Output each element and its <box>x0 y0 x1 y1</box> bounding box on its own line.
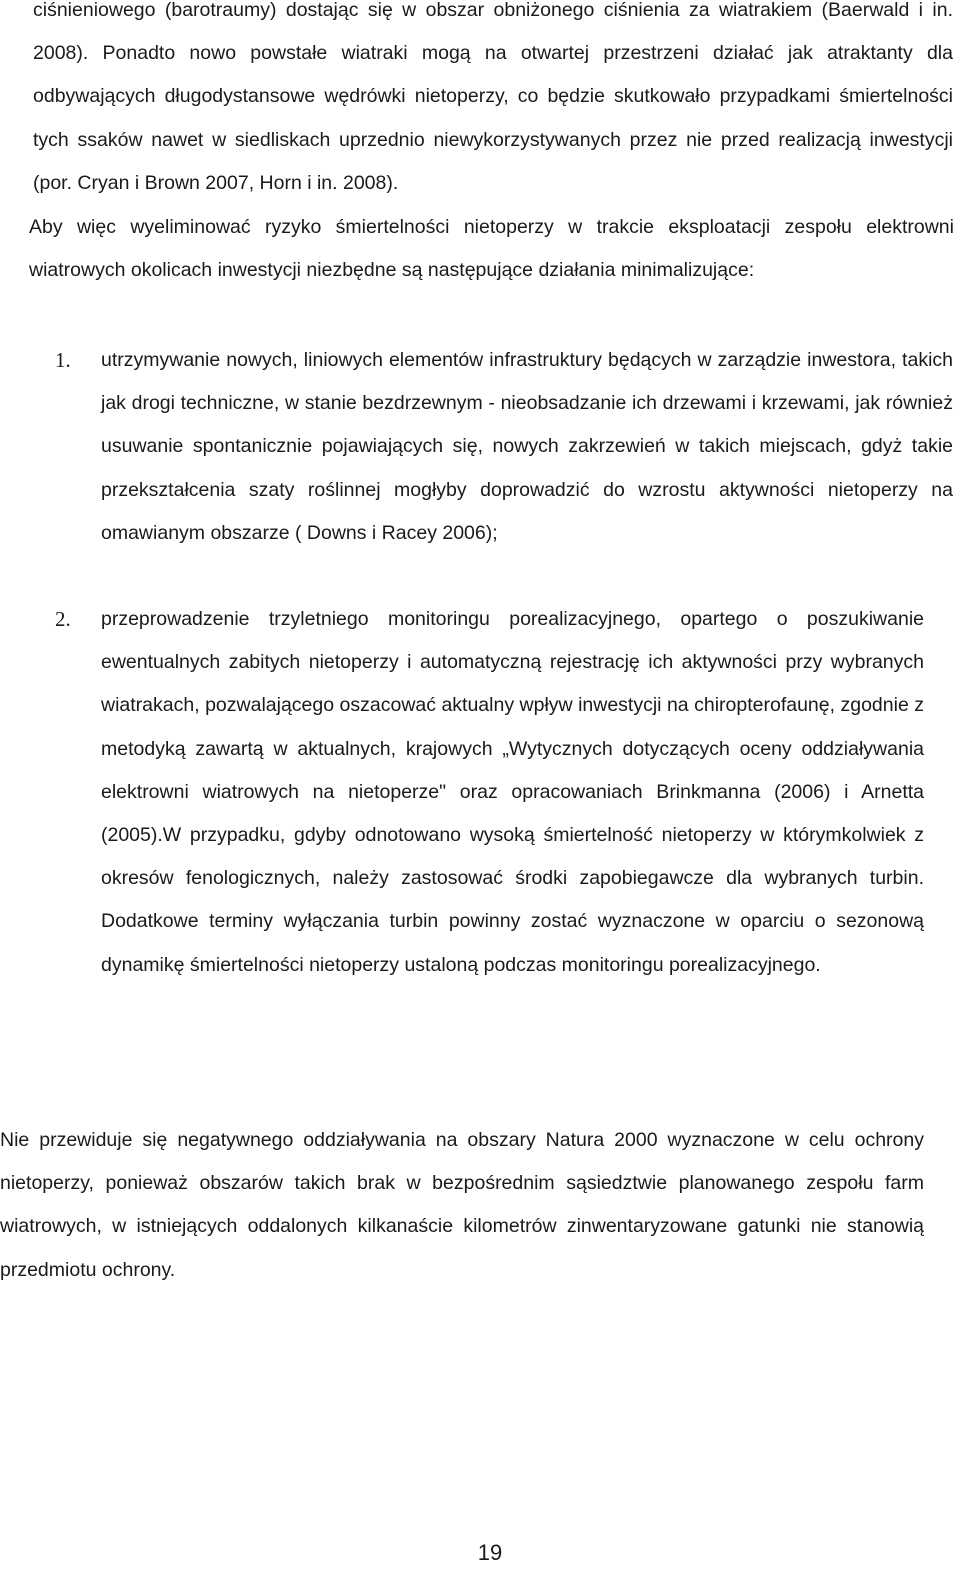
list-item-number: 2. <box>55 607 71 631</box>
paragraph-continuation-block <box>33 0 953 205</box>
page-number: 19 <box>477 1540 503 1565</box>
list-item <box>101 339 953 555</box>
closing-paragraph: Nie przewiduje się negatywnego oddziaływania na obszary Natura 2000 wyznaczone w celu ochrony nietoperzy, ponieważ obszarów takich brak w bezpośrednim sąsiedztwie planowanego zespołu farm wiatrowych, w istniejących oddalonych kilkanaście kilometrów zinwentaryzowane gatunki nie stanowią przedmiotu ochrony. <box>0 1129 924 1281</box>
closing-paragraph-block <box>0 1119 924 1292</box>
list-item-text: przeprowadzenie trzyletniego monitoringu porealizacyjnego, opartego o poszukiwanie ewentualnych zabitych nietoperzy i automatyczną rejestrację ich aktywności przy wybranych wiatrakach, pozwalającego oszacować aktualny wpływ inwestycji na chiropterofaunę, zgodnie z metodyką zawartą w aktualnych, krajowych „Wytycznych dotyczących oceny oddziaływania elektrowni wiatrowych na nietoperze" oraz opracowaniach Brinkmanna (2006) i Arnetta (2005).W przypadku, gdyby odnotowano wysoką śmiertelność nietoperzy w którymkolwiek z okresów fenologicznych, należy zastosować środki zapobiegawcze dla wybranych turbin. Dodatkowe terminy wyłączania turbin powinny zostać wyznaczone w oparciu o sezonową dynamikę śmiertelności nietoperzy ustaloną podczas monitoringu porealizacyjnego. <box>101 608 924 976</box>
intro-paragraph-block <box>29 206 954 292</box>
list-item-number: 1. <box>55 348 71 372</box>
paragraph-continuation: ciśnieniowego (barotraumy) dostając się w obszar obniżonego ciśnienia za wiatrakiem (Baerwald i in. 2008). Ponadto nowo powstałe wiatraki mogą na otwartej przestrzeni działać jak atraktanty dla odbywających długodystansowe wędrówki nietoperzy, co będzie skutkowało przypadkami śmiertelności tych ssaków nawet w siedliskach uprzednio niewykorzystywanych przez nie przed realizacją inwestycji (por. Cryan i Brown 2007, Horn i in. 2008). <box>33 0 953 194</box>
list-item <box>101 598 924 987</box>
intro-paragraph: Aby więc wyeliminować ryzyko śmiertelności nietoperzy w trakcie eksploatacji zespołu elektrowni wiatrowych okolicach inwestycji niezbędne są następujące działania minimalizujące: <box>29 216 954 282</box>
list-item-text: utrzymywanie nowych, liniowych elementów infrastruktury będących w zarządzie inwestora, takich jak drogi techniczne, w stanie bezdrzewnym - nieobsadzanie ich drzewami i krzewami, jak również usuwanie spontanicznie pojawiających się, nowych zakrzewień w takich miejscach, gdyż takie przekształcenia szaty roślinnej mogłyby doprowadzić do wzrostu aktywności nietoperzy na omawianym obszarze ( Downs i Racey 2006); <box>101 349 953 544</box>
